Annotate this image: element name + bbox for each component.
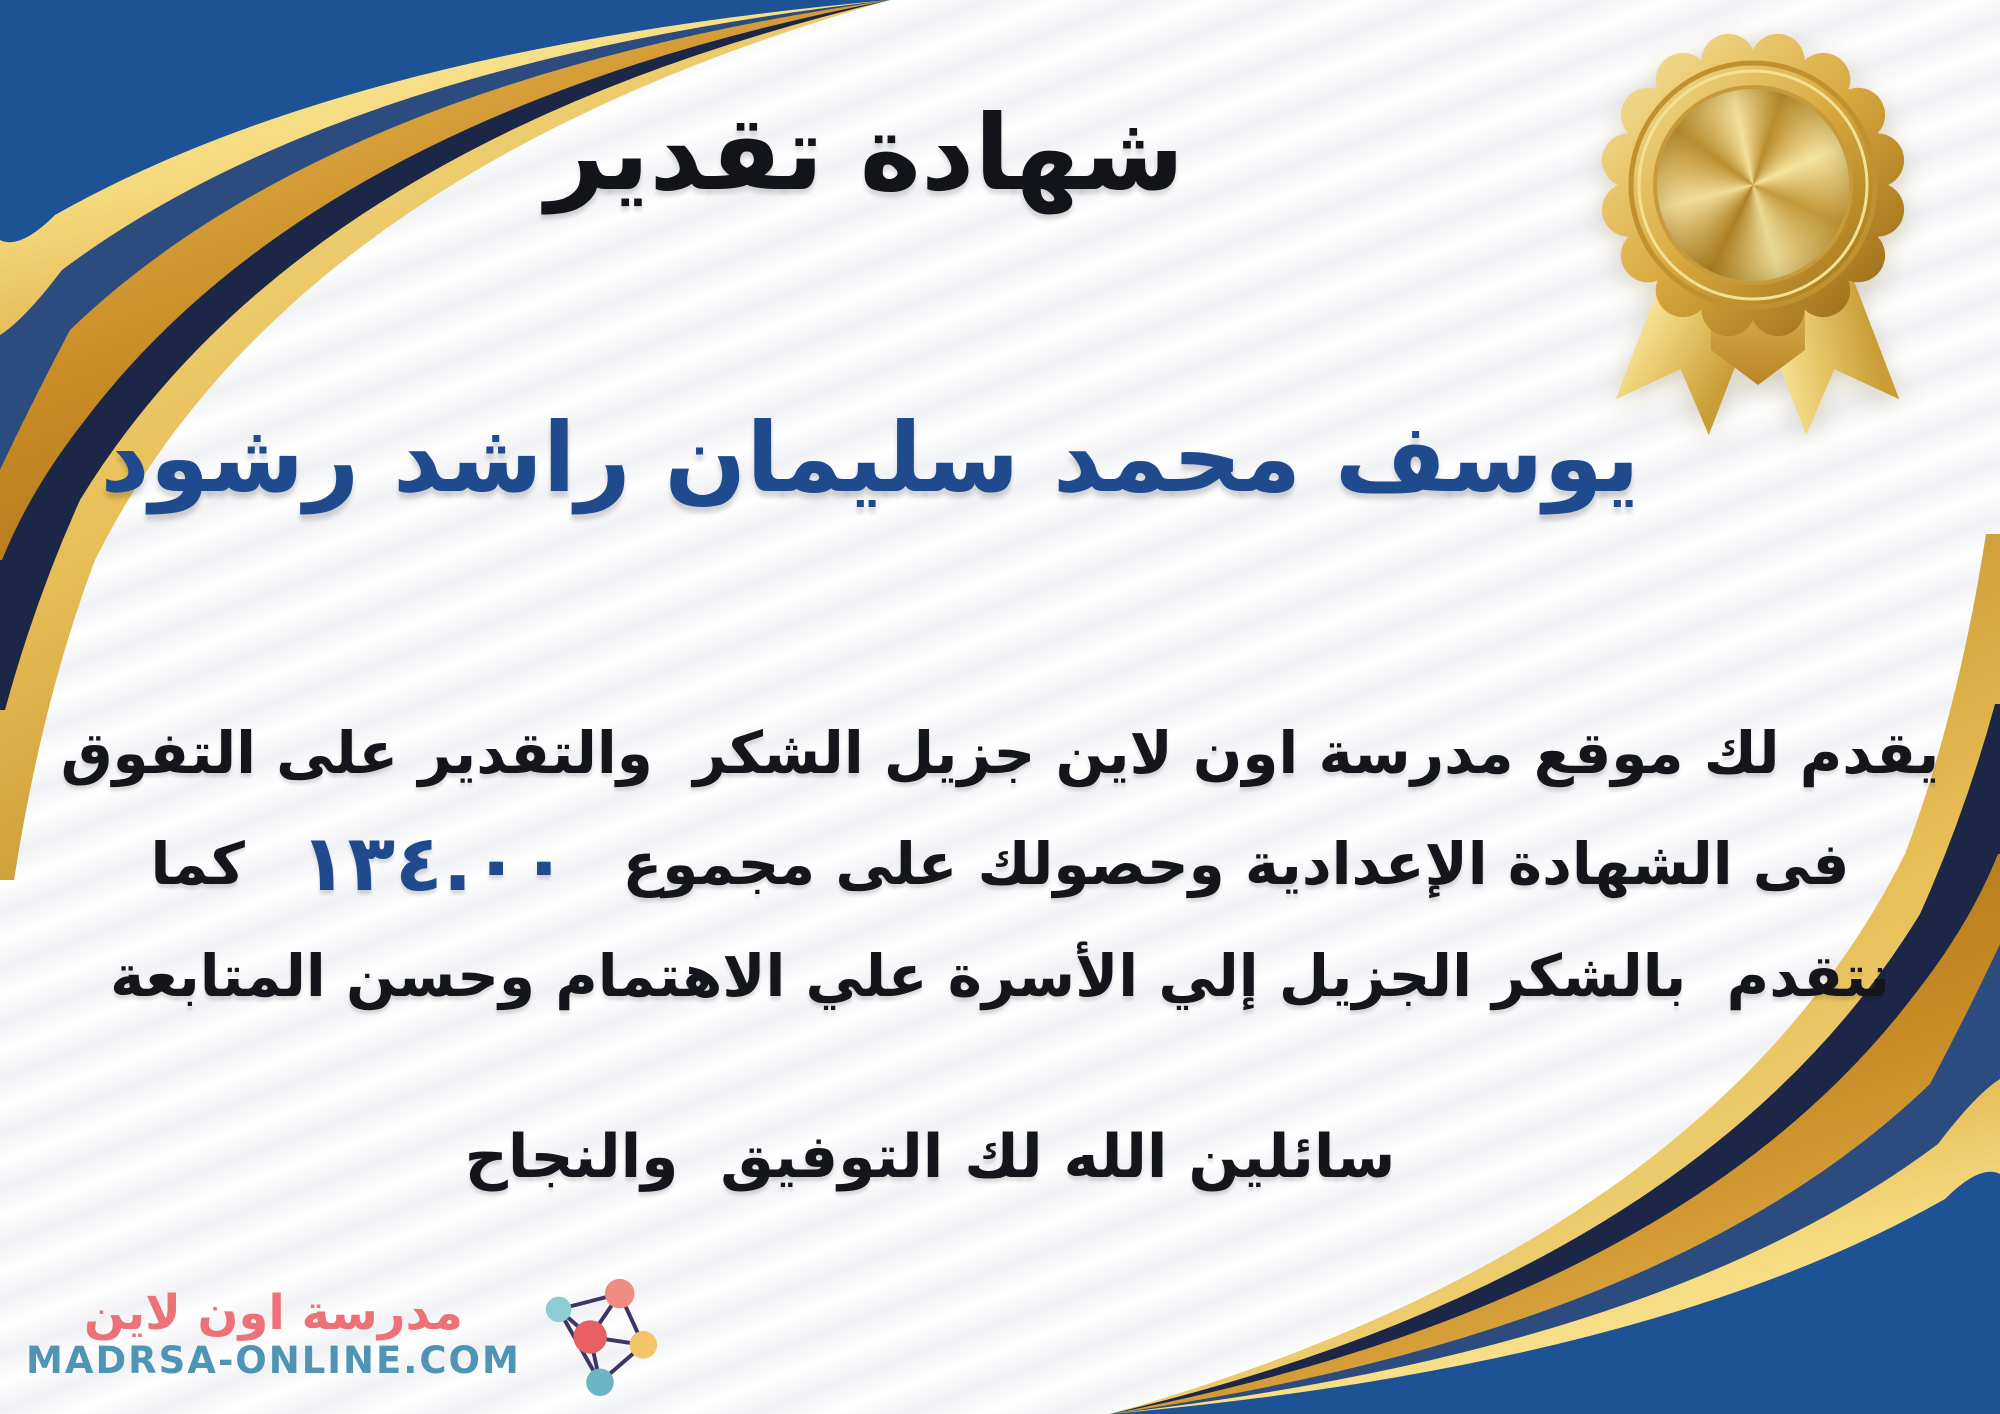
body-line-2 <box>30 801 1970 929</box>
site-domain: MADRSA-ONLINE.COM <box>26 1339 521 1383</box>
student-name: يوسف محمد سليمان راشد رشود <box>100 402 1640 514</box>
network-molecule-icon <box>535 1270 663 1398</box>
site-name-arabic: مدرسة اون لاين <box>83 1285 463 1342</box>
score-value: ١٣٤.٠٠ <box>299 819 568 910</box>
body-line-1: يقدم لك موقع مدرسة اون لاين جزيل الشكر والتقدير على التفوق <box>60 719 1940 787</box>
body-line-3: نتقدم بالشكر الجزيل إلي الأسرة علي الاهتمام وحسن المتابعة <box>110 942 1890 1011</box>
certificate-title: شهادة تقدير <box>545 92 1185 214</box>
closing-line: سائلين الله لك التوفيق والنجاح <box>464 1122 1396 1192</box>
site-logo <box>26 1270 663 1398</box>
body-line-2-after: كما <box>150 830 245 899</box>
body-line-2-before: فى الشهادة الإعدادية وحصولك على مجموع <box>622 830 1850 899</box>
certificate-body <box>30 706 1970 1024</box>
site-logo-text <box>26 1286 521 1382</box>
